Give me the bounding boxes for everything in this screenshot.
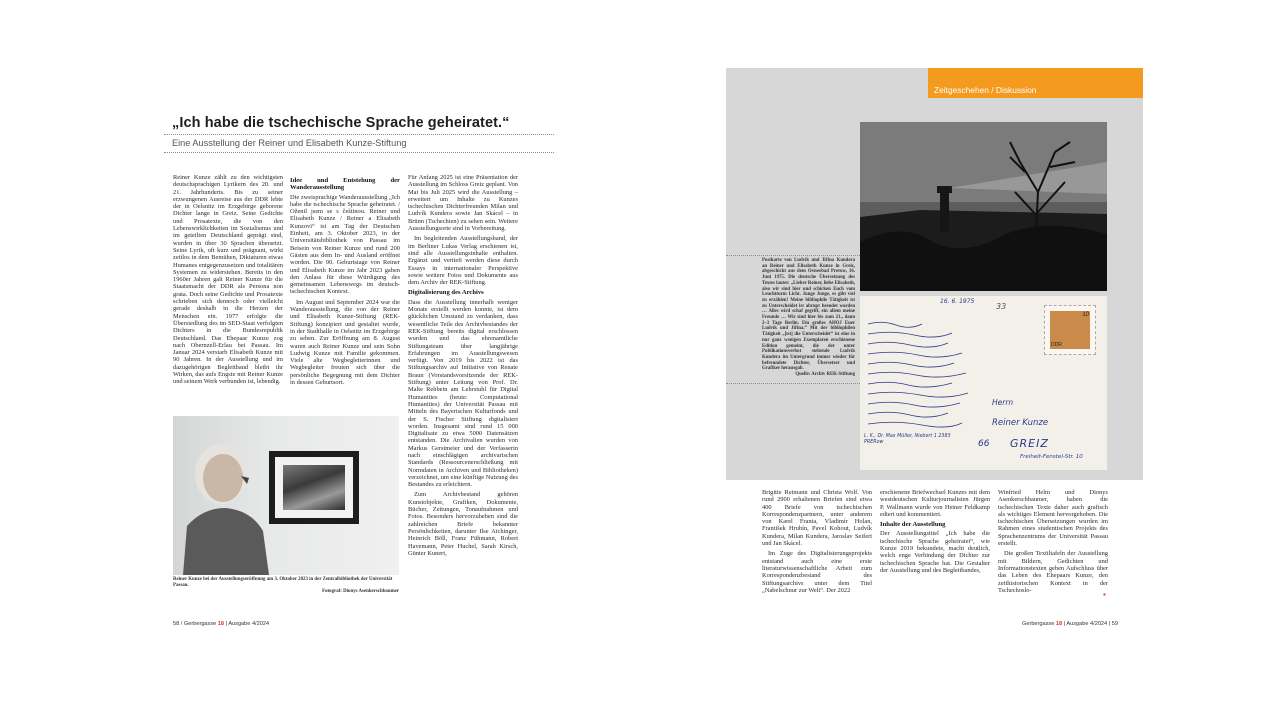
paragraph: Im begleitenden Ausstellungsband, der im Berliner Lukas Verlag erschienen ist, sind alle Ausstellungsinhalte enthalten. Ergänzt und vertieft werden diese durch Essays in internationaler Perspektive sowie weitere Fotos und Dokumente aus dem Archiv der REK-Stiftung. [408, 235, 518, 287]
page-number: 59 [1111, 621, 1118, 627]
right-column-1 [762, 489, 872, 597]
paragraph: Der Ausstellungstitel „Ich habe die tschechische Sprache geheiratet“, wie Kunze 2019 bekundete, macht deutlich, welch enge Verbindung der Dichter zur tschechischen Sprache hat. Die Gestalter der Ausstellung und des Begleitbandes, [880, 530, 990, 574]
right-column-2 [880, 489, 990, 577]
stamp-country: DDR [1051, 342, 1062, 348]
paragraph: Reiner Kunze zählt zu den wichtigsten deutschsprachigen Lyrikern des 20. und 21. Jahrhunderts. Bis zu seiner erzwungenen Ausreise aus der DDR lebte der in Oelsnitz im Erzgebirge geborene Dichter lange in Greiz. Seine Gedichte und Prosatexte, die von den Lebenswirklichkeiten im Sozialismus und im geteilten Deutschland geprägt sind, wurden in über 30 Sprachen übersetzt. Seine Lyrik, oft kurz und prägnant, wirkt zeitlos in dem Bemühen, Diktaturen etwas Humanes entgegenzusetzen und totalitären Systemen zu widerstehen. Bereits in den 1960er Jahren galt Reiner Kunze für die Staatsmacht der DDR als Persona non grata. Doch seine Gedichte und Prosatexte schrieben sich dennoch oder vielleicht gerade deshalb in die Herzen der Menschen ein. 1977 erfolgte die Übersiedlung des im SED-Staat verfolgten Dichters in die Bundesrepublik Deutschland. Das Ehepaar Kunze zog nach Obernzell-Erlau bei Passau. Im Januar 2024 verstarb Elisabeth Kunze mit 90 Jahren. In der Ausstellung und im dazugehörigen Begleitband bleibt ihr Wirken, das aufs Engste mit Reiner Kunze und seinem Werk verbunden ist, lebendig. [173, 174, 283, 386]
address-line-3: GREIZ [1010, 437, 1049, 450]
paragraph: Dass die Ausstellung innerhalb weniger Monate erstellt werden konnte, ist dem glücklichen Umstand zu verdanken, dass wesentliche Teile des Archivbestandes der REK-Stiftung bereits digital erschlossen wurden und das ehrenamtliche Stiftungsteam über langjährige Erfahrungen im Ausstellungswesen verfügt. Von 2019 bis 2022 ist das Stiftungsarchiv auf Initiative von Renate Braun (Vorstandsvorsitzende der REK-Stiftung) unter Leitung von Prof. Dr. Malte Rehbein am Lehrstuhl für Digital Humanities (heute: Computational Humanities) der Universität Passau mit Mitteln des Bayerischen Kulturfonds und der S. Fischer Stiftung digitalisiert worden. Insgesamt sind rund 15 000 Digitalisate zu etwa 5000 Datensätzen entstanden. Die Archivalien wurden von Markus Gerstmeier und der Verfasserin nach einschlägigen archivarischen Standards (Ressourcenerschließung mit Normdaten in Archiven und Bibliotheken) verzeichnet, um eine künftige Nutzung des Bestandes zu erleichtern. [408, 298, 518, 489]
right-column-3 [998, 489, 1108, 597]
paragraph: Im August und September 2024 war die Wanderausstellung, die von der Reiner und Elisabeth Kunze-Stiftung (REK-Stiftung) konzipiert und gestaltet wurde, in der Stadthalle in Oelsnitz im Erzgebirge zu sehen. Zur Eröffnung am 8. August waren auch Reiner Kunze und sein Sohn Ludwig Kunze mit Familie gekommen. Viele alte Wegbegleiterinnen und Wegbegleiter freuten sich über die persönliche Begegnung mit dem Dichter in dessen Geburtsort. [290, 298, 400, 387]
caption-text: Reiner Kunze bei der Ausstellungseröffnung am 3. Oktober 2023 in der Zentralbibliothek der Universität Passau. [173, 577, 393, 588]
lighthouse-photo [860, 122, 1107, 291]
left-column-3 [408, 174, 518, 560]
section-heading: Inhalte der Ausstellung [880, 521, 946, 529]
postcard-number: 33 [996, 302, 1007, 311]
framed-artwork [269, 451, 359, 524]
magazine-number: 18 [217, 621, 225, 627]
address-line-4: Freiheit-Fenstel-Str. 10 [1020, 454, 1083, 460]
caption-rule-top [726, 255, 860, 256]
caption-rule-bottom [726, 383, 860, 384]
postal-code: 66 [978, 439, 990, 449]
caption-credit: Fotograf: Dionys Asenkerschbaumer [322, 588, 399, 594]
title-rule [164, 134, 554, 135]
address-line-2: Reiner Kunze [992, 418, 1049, 428]
continuation-mark: ▪ [1103, 590, 1106, 599]
left-column-1 [173, 174, 283, 389]
exhibition-photo [173, 416, 399, 575]
section-heading: Idee und Entstehung der Wanderausstellung [290, 177, 400, 192]
postcard-caption [762, 258, 855, 378]
magazine-name: Gerbergasse [1022, 621, 1055, 627]
page-number: 58 [173, 621, 180, 627]
article-title: „Ich habe die tschechische Sprache geheiratet.“ [172, 115, 510, 131]
section-tab [928, 68, 1143, 98]
paragraph: Zum Archivbestand gehören Kunstobjekte, Grafiken, Dokumente, Bücher, Zeitungen, Tonaufnahmen und Fotos. Besonders hervorzuheben sind die zahlreichen Briefe bekannter Persönlichkeiten, darunter Ilse Aichinger, Heinrich Böll, Franz Fühmann, Robert Havemann, Peter Huchel, Sarah Kirsch, Günter Kunert, [408, 491, 518, 557]
paragraph: Winfried Helm und Dionys Asenkerschbaumer, haben die tschechischen Texte daher auch grafisch als wichtiges Element hervorgehoben. Die tschechischen Übersetzungen wurden im Rahmen eines studentischen Projekts des Sprachenzentrums der Universität Passau erstellt. [998, 489, 1108, 548]
paragraph: Für Anfang 2025 ist eine Präsentation der Ausstellung im Schloss Greiz geplant. Von Mai bis Juli 2025 wird die Ausstellung – erweitert um Inhalte zu Kunzes tschechischen Dichterfreunden Milan und Ludvík Kundera sowie Jan Skácel – in Brünn (Tschechien) zu sehen sein. Weitere Ausstellungsorte sind in Vorbereitung. [408, 174, 518, 233]
lighthouse-scene [860, 122, 1107, 291]
paragraph: Im Zuge des Digitalisierungsprojekts entstand auch eine erste literaturwissenschaftliche Arbeit zum Korrespondenzbestand des Stiftungsarchivs unter dem Titel „Nabelschnur zur Welt“. Der 2022 [762, 550, 872, 594]
sender-address: L. K., Dr. Max Müller, Niebert 1 2383 PRERow [864, 434, 951, 445]
paragraph: Brigitte Reimann und Christa Wolf. Von rund 2900 erhaltenen Briefen sind etwa 400 Briefe von tschechischen Korrespondenzpartnern, unter anderem von Karel Franta, Vladimír Holan, František Hrubín, Pavel Kohout, Ludvík Kundera, Milan Kundera, Jaroslav Seifert und Jan Skácel. [762, 489, 872, 548]
photo-caption [173, 577, 399, 594]
postcard-date: 16. 6. 1975 [940, 298, 975, 305]
section-tab-label: Zeitgeschehen / Diskussion [934, 85, 1037, 95]
paragraph: Die großen Textiltafeln der Ausstellung mit Bildern, Gedichten und Informationstexten geben Aufschluss über das Leben des Ehepaars Kunze, den zeithistorischen Kontext in der Tschechoslo- [998, 550, 1108, 594]
paragraph: erschienene Briefwechsel Kunzes mit dem westdeutschen Kulturjournalisten Jürgen P. Wallmann wurde von Heiner Feldkamp ediert und kommentiert. [880, 489, 990, 518]
postcard-image [860, 296, 1107, 470]
postage-stamp [1044, 305, 1096, 355]
stamp-value: 10 [1082, 312, 1089, 318]
right-folio: Gerbergasse 18 | Ausgabe 4/2024 | 59 [1022, 621, 1118, 627]
left-folio: 58 / Gerbergasse 18 | Ausgabe 4/2024 [173, 621, 270, 627]
postcard-caption-credit: Quelle: Archiv REK-Stiftung [795, 372, 855, 378]
issue-label: Ausgabe 4/2024 [228, 621, 270, 627]
article-subtitle: Eine Ausstellung der Reiner und Elisabeth Kunze-Stiftung [172, 138, 407, 148]
subtitle-rule [164, 152, 554, 153]
postcard-caption-text: Postkarte von Ludvík und Jiřina Kundera an Reiner und Elisabeth Kunze in Greiz, abgeschickt aus dem Ostseebad Prerow, 16. Juni 1975. Die deutsche Übersetzung des Textes lautet: „Lieber Reiner, liebe Elisabeth, also wir sind hier und schicken Euch vom Leuchtturm Licht. Junge Junge, es gibt viel zu erzählen! Meine bibliophile Tätigkeit ist zu Unterscheidet ist abrupt beendet worden … Alles wird schaf gegriff, ein allem meine Freunde … Wir sind hier bis zum 21., dann 2–3 Tage Berlin. Ein großes AHOJ Euer Ludvík und Jiřina.“ Mit der bibliophilen Tätigkeit „[ist] die Unterscheidet“ ist eine in nur ganz wenigen Exemplaren erschienene Edition gemeint, die der unter Publikationsverbot stehende Ludvík Kundera im Untergrund immer wieder für befreundete Dichter, Übersetzer und Grafiker herausgab. [762, 258, 855, 372]
section-heading: Digitalisierung des Archivs [408, 289, 484, 297]
address-line-1: Herrn [992, 398, 1014, 407]
magazine-name: Gerbergasse [183, 621, 217, 627]
issue-label: Ausgabe 4/2024 [1066, 621, 1108, 627]
paragraph: Die zweisprachige Wanderausstellung „Ich habe die tschechische Sprache geheiratet. / Oženil jsem se s češtinou. Reiner und Elisabeth Kunze / Reiner a Elisabeth Kunzovi“ ist am Tag der Deutschen Einheit, am 3. Oktober 2023, in der Universitätsbibliothek von Passau im Beisein von Reiner Kunze und rund 200 Gästen aus dem In- und Ausland eröffnet worden. Die 90. Geburtstage von Reiner und Elisabeth Kunze im Jahr 2023 gaben den Anlass für diese Würdigung des gemeinsamen Lebenswegs im deutsch-tschechischen Kontext. [290, 193, 400, 296]
magazine-number: 18 [1055, 621, 1063, 627]
left-column-2 [290, 174, 400, 389]
